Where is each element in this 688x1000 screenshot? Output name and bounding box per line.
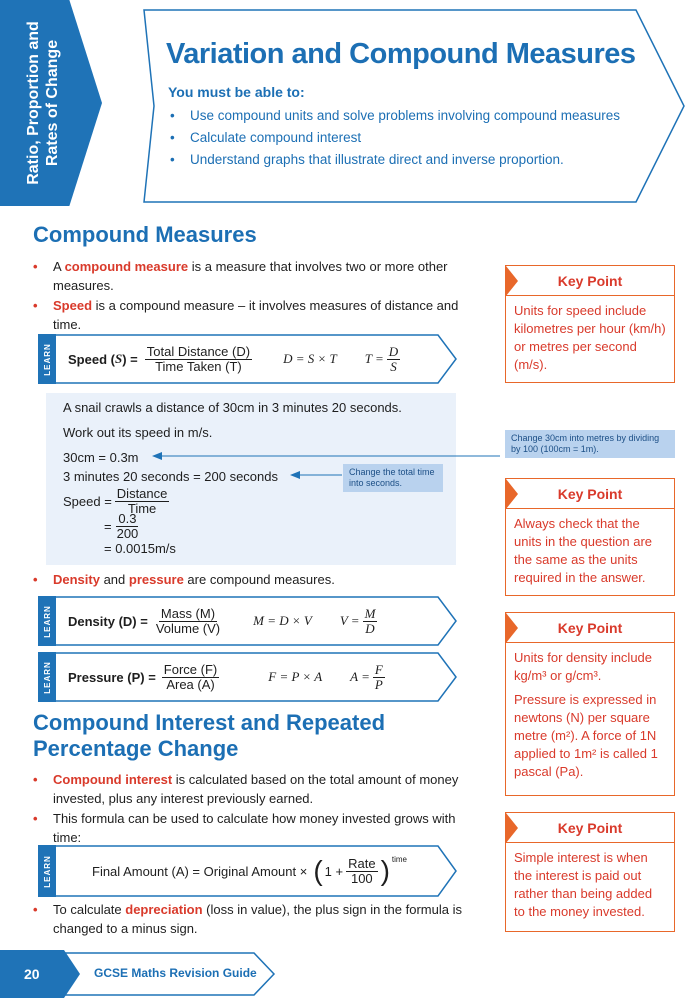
list-item: • Compound interest is calculated based on the total amount of money invested, plus any interest previously earned. — [33, 770, 473, 808]
list-item: • This formula can be used to calculate how money invested grows with time: — [33, 809, 473, 847]
list-item: • Speed is a compound measure – it involves measures of distance and time. — [33, 296, 473, 334]
key-point-body: Simple interest is when the interest is paid out rather than being added to the money invested. — [514, 850, 653, 919]
list-item: • Density and pressure are compound measures. — [33, 570, 473, 589]
callout-metres: Change 30cm into metres by dividing by 100 (100cm = 1m). — [505, 430, 675, 458]
speed-formula: Speed ( S ) = $\frac{\text{Total Distance (D)}}{\text{Time Taken (T)}}$ D = S × T T = $\frac{D}{S}$ — [68, 343, 399, 374]
interest-formula: Final Amount (A) = Original Amount × ( 1 + $\frac{\text{Rate}}{100}$ ) time — [92, 855, 408, 886]
depreciation-bullet — [33, 900, 473, 939]
key-point-units — [505, 478, 675, 596]
list-item: • Calculate compound interest — [168, 127, 620, 149]
key-point-heading: Key Point — [506, 266, 674, 296]
key-point-simple-interest — [505, 812, 675, 932]
example-result: = 0.0015m/s — [104, 541, 176, 556]
example-question: Work out its speed in m/s. — [63, 425, 213, 440]
key-point-speed — [505, 265, 675, 383]
page-number: 20 — [24, 966, 40, 982]
density-formula: Density (D) = $\frac{\text{Mass (M)}}{\text{Volume (V)}}$ M = D × V V = $\frac{M}{D}$ — [68, 605, 376, 636]
example-step: 3 minutes 20 seconds = 200 seconds — [63, 469, 279, 484]
key-point-heading: Key Point — [506, 479, 674, 509]
density-bullet — [33, 570, 473, 590]
learn-tab: LEARN — [38, 652, 56, 702]
learn-box-pressure — [38, 652, 458, 702]
page-title: Variation and Compound Measures — [166, 38, 636, 70]
list-item: • A compound measure is a measure that involves two or more other measures. — [33, 257, 473, 295]
key-point-body: Units for speed include kilometres per hour (km/h) or metres per second (m/s). — [514, 303, 666, 372]
section-heading-compound: Compound Measures — [33, 222, 257, 247]
list-item: • To calculate depreciation (loss in value), the plus sign in the formula is changed to a minus sign. — [33, 900, 473, 938]
example-question: A snail crawls a distance of 30cm in 3 minutes 20 seconds. — [63, 400, 402, 415]
section-heading-interest: Compound Interest and Repeated Percentage Change — [33, 710, 386, 761]
must-label: You must be able to: — [168, 84, 305, 100]
key-point-density — [505, 612, 675, 796]
list-item: • Use compound units and solve problems involving compound measures — [168, 105, 620, 127]
interest-bullets — [33, 770, 473, 848]
example-step: 30cm = 0.3m — [63, 450, 139, 465]
learn-box-interest — [38, 845, 458, 897]
learn-box-density — [38, 596, 458, 646]
learn-tab: LEARN — [38, 334, 56, 384]
list-item: • Understand graphs that illustrate direct and inverse proportion. — [168, 149, 620, 171]
key-point-heading: Key Point — [506, 813, 674, 843]
key-point-body: Units for density include kg/m³ or g/cm³. Pressure is expressed in newtons (N) per square metre (m²). A force of 1N applied to 1m² is called 1 pascal (Pa). — [514, 650, 658, 779]
key-point-heading: Key Point — [506, 613, 674, 643]
guide-title: GCSE Maths Revision Guide — [94, 966, 257, 980]
callout-time: Change the total time into seconds. — [343, 464, 443, 492]
pressure-formula: Pressure (P) = $\frac{\text{Force (F)}}{\text{Area (A)}}$ F = P × A A = $\frac{F}{P}$ — [68, 661, 383, 692]
learn-tab: LEARN — [38, 596, 56, 646]
page-number-tab — [0, 950, 80, 998]
example-speed: Speed = $\frac{\text{Distance}}{\text{Time}}$ — [63, 486, 168, 516]
example-substitution: = $\frac{0.3}{200}$ — [104, 511, 139, 541]
learn-tab: LEARN — [38, 845, 56, 897]
section-tab-label: Ratio, Proportion and Rates of Change — [25, 21, 62, 185]
key-point-body: Always check that the units in the question are the same as the units required in the answer. — [514, 516, 653, 585]
